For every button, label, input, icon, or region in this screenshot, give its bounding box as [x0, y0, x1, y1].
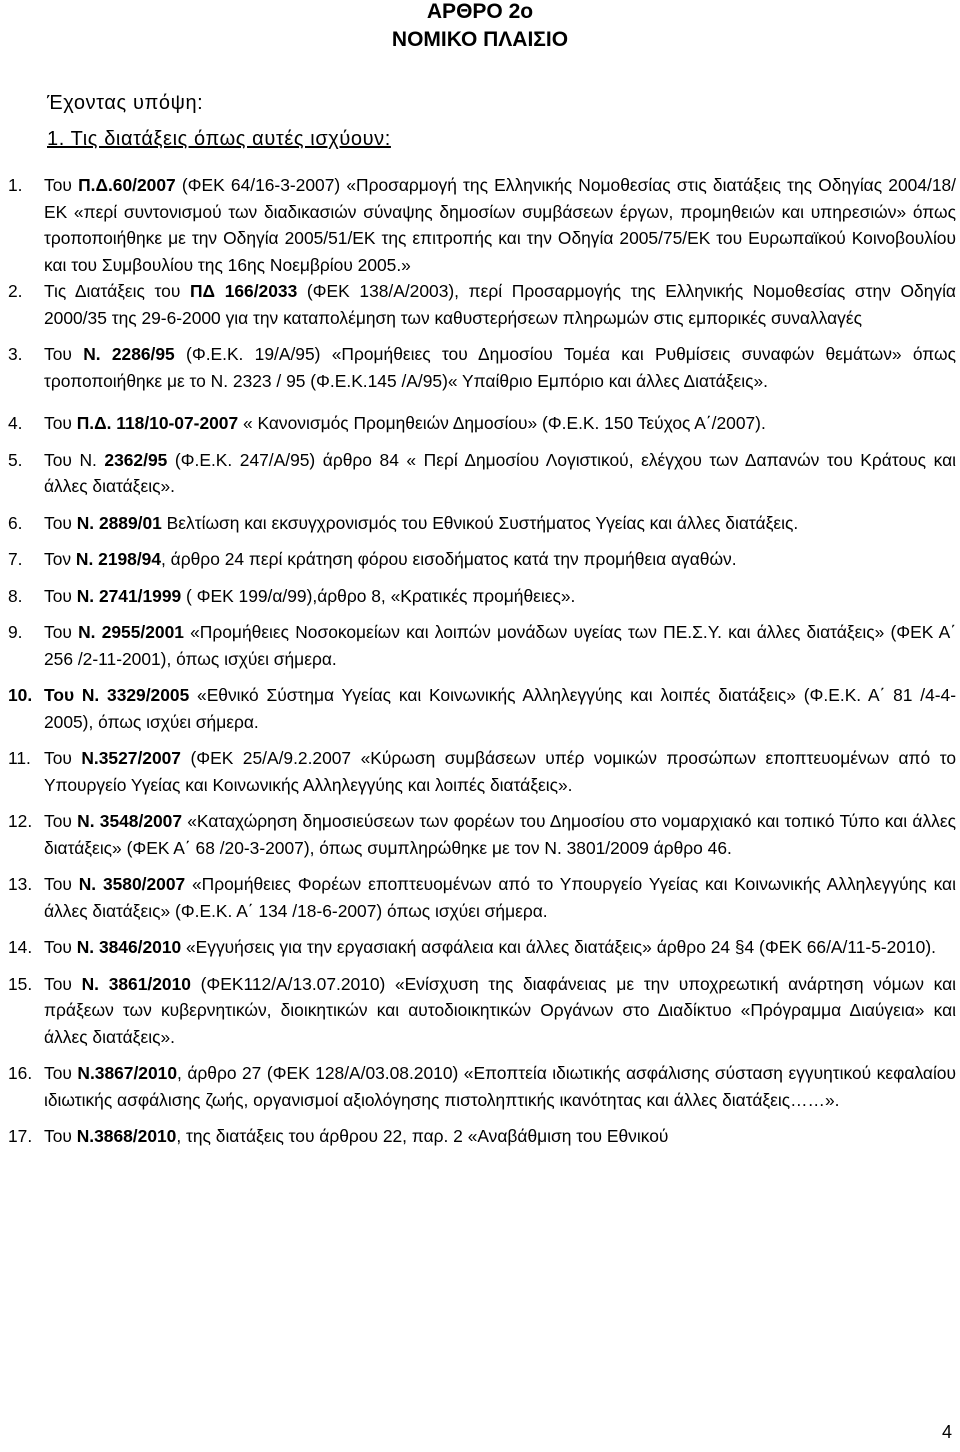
item-number: 7. — [8, 549, 23, 569]
intro-line: Έχοντας υπόψη: — [47, 92, 204, 114]
item-number: 8. — [8, 585, 23, 606]
list-item — [8, 341, 956, 394]
item-text: Του Ν. 3329/2005 «Εθνικό Σύστημα Υγείας και Κοινωνικής Αλληλεγγύης και λοιπές διατάξεις» (Φ.Ε.Κ. Α΄ 81 /4-4-2005), όπως ισχύει σήμερα. — [44, 685, 956, 732]
item-number: 16. — [8, 1063, 33, 1083]
item-text: Του Ν. 3846/2010 «Εγγυήσεις για την εργασιακή ασφάλεια και άλλες διατάξεις» άρθρο 24 §4 (ΦΕΚ 66/Α/11-5-2010). — [44, 937, 936, 957]
item-number: 14. — [8, 937, 33, 957]
item-text: Τον Ν. 2198/94, άρθρο 24 περί κράτηση φόρου εισοδήματος κατά την προμήθεια αγαθών. — [44, 549, 737, 569]
item-text: Του Ν.3868/2010, της διατάξεις του άρθρου 22, παρ. 2 «Αναβάθμιση του Εθνικού — [44, 1126, 669, 1146]
list-item — [8, 682, 956, 735]
list-item — [8, 410, 956, 437]
section-title: ΝΟΜΙΚΟ ΠΛΑΙΣΙΟ — [391, 28, 569, 51]
item-number: 11. — [8, 748, 31, 768]
list-item — [8, 971, 956, 1051]
law-reference: Ν. 3861/2010 — [81, 973, 191, 994]
law-reference: Ν. 2889/01 — [76, 512, 162, 533]
item-number: 2. — [8, 281, 23, 301]
intro-subheading: 1. Τις διατάξεις όπως αυτές ισχύουν: — [47, 128, 391, 150]
item-text: Τις Διατάξεις του ΠΔ 166/2033 (ΦΕΚ 138/Α/2003), περί Προσαρμογής της Ελληνικής Νομοθεσίας στην Οδηγία 2000/35 της 29-6-2000 για την καταπολέμηση των καθυστερήσεων πληρωμών στις εμπορικές συναλλαγές — [44, 281, 956, 328]
list-item — [8, 871, 956, 924]
page-number: 4 — [941, 1422, 952, 1442]
law-reference: Ν. 2955/2001 — [78, 622, 184, 642]
item-text: Του Ν. 3548/2007 «Καταχώρηση δημοσιεύσεων των φορέων του Δημοσίου στο νομαρχιακό και τοπικό Τύπο και άλλες διατάξεις» (ΦΕΚ Α΄ 68 /20-3-2007), όπως συμπληρώθηκε με τον Ν. 3801/2009 άρθρο 46. — [44, 811, 957, 858]
law-reference: Ν. 2741/1999 — [76, 585, 182, 606]
list-item — [8, 278, 956, 331]
law-reference: ΠΔ 166/2033 — [190, 281, 298, 301]
list-item — [8, 808, 956, 861]
item-text: Του Π.Δ.60/2007 (ΦΕΚ 64/16-3-2007) «Προσαρμογή της Ελληνικής Νομοθεσίας στις διατάξεις της Οδηγίας 2004/18/ΕΚ «περί συντονισμού των διαδικασιών σύναψης δημοσίων συμβάσεων έργων, προμηθειών και υπηρεσιών» όπως τροποποιήθηκε με την Οδηγία 2005/51/ΕΚ της επιτροπής και την Οδηγία 2005/75/ΕΚ του Ευρωπαϊκού Κοινοβουλίου και του Συμβουλίου της 16ης Νοεμβρίου 2005.» — [44, 175, 956, 275]
item-text: Του Ν. 2955/2001 «Προμήθειες Νοσοκομείων και λοιπών μονάδων υγείας των ΠΕ.Σ.Υ. και άλλες διατάξεις» (ΦΕΚ Α΄ 256 /2-11-2001), όπως ισχύει σήμερα. — [44, 622, 956, 669]
item-number: 4. — [8, 413, 23, 433]
list-item — [8, 447, 956, 500]
list-item — [8, 583, 956, 610]
item-text: Του Π.Δ. 118/10-07-2007 « Κανονισμός Προμηθειών Δημοσίου» (Φ.Ε.Κ. 150 Τεύχος Α΄/2007). — [44, 413, 766, 433]
item-number: 10. — [8, 685, 33, 705]
item-number: 5. — [8, 449, 23, 470]
article-title: ΑΡΘΡΟ 2ο — [426, 0, 534, 23]
item-text: Του Ν. 3580/2007 «Προμήθειες Φορέων εποπτευομένων από το Υπουργείο Υγείας και Κοινωνικής Αλληλεγγύης και άλλες διατάξεις» (Φ.Ε.Κ. Α΄ 134 /18-6-2007) όπως ισχύει σήμερα. — [44, 874, 956, 921]
item-text: Του Ν. 2889/01 Βελτίωση και εκσυγχρονισμός του Εθνικού Συστήματος Υγείας και άλλες διατάξεις. — [44, 512, 799, 533]
item-text: Του Ν. 2286/95 (Φ.Ε.Κ. 19/Α/95) «Προμήθειες του Δημοσίου Τομέα και Ρυθμίσεις συναφών θεμάτων» όπως τροποποιήθηκε με το Ν. 2323 / 95 (Φ.Ε.Κ.145 /Α/95)« Υπαίθριο Εμπόριο και άλλες Διατάξεις». — [44, 344, 956, 391]
law-reference: Ν. 3846/2010 — [76, 937, 182, 957]
list-item — [8, 619, 956, 672]
law-reference: Ν. 3548/2007 — [77, 811, 183, 831]
item-number: 13. — [8, 874, 33, 894]
law-reference: Ν. 3580/2007 — [78, 874, 186, 894]
law-reference: Ν.3867/2010 — [77, 1063, 177, 1083]
law-reference: Του Ν. 3329/2005 — [44, 685, 190, 705]
list-item — [8, 172, 956, 278]
item-text: Του Ν.3527/2007 (ΦΕΚ 25/Α/9.2.2007 «Κύρωση συμβάσεων υπέρ νομικών προσώπων εποπτευομένων από το Υπουργείο Υγείας και Κοινωνικής Αλληλεγγύης και λοιπές διατάξεις». — [44, 748, 956, 795]
item-number: 1. — [8, 175, 23, 195]
item-number: 6. — [8, 512, 23, 533]
item-text: Του Ν. 2741/1999 ( ΦΕΚ 199/α/99),άρθρο 8, «Κρατικές προμήθειες». — [44, 585, 576, 606]
legal-framework-list — [8, 172, 956, 1150]
item-number: 3. — [8, 344, 23, 364]
list-item — [8, 510, 956, 537]
list-item — [8, 934, 956, 961]
law-reference: Π.Δ. 118/10-07-2007 — [76, 413, 239, 433]
law-reference: Ν. 2286/95 — [83, 344, 175, 364]
item-text: Του Ν. 2362/95 (Φ.Ε.Κ. 247/Α/95) άρθρο 84 « Περί Δημοσίου Λογιστικού, ελέγχου των Δαπανών του Κράτους και άλλες διατάξεις». — [44, 449, 956, 496]
law-reference: Π.Δ.60/2007 — [78, 175, 176, 195]
item-text: Του Ν.3867/2010, άρθρο 27 (ΦΕΚ 128/Α/03.08.2010) «Εποπτεία ιδιωτικής ασφάλισης σύσταση εγγυητικού κεφαλαίου ιδιωτικής ασφάλισης ζωής, οργανισμοί αξιολόγησης πιστοληπτικής ικανότητας και άλλες διατάξεις……». — [44, 1063, 956, 1110]
law-reference: Ν.3527/2007 — [81, 748, 181, 768]
list-item — [8, 1060, 956, 1113]
item-text: Του Ν. 3861/2010 (ΦΕΚ112/Α/13.07.2010) «Ενίσχυση της διαφάνειας με την υποχρεωτική ανάρτηση νόμων και πράξεων των κυβερνητικών, διοικητικών και αυτοδιοικητικών Οργάνων στο Διαδίκτυο «Πρόγραμμα Διαύγεια» και άλλες διατάξεις». — [44, 973, 957, 1047]
item-number: 12. — [8, 811, 33, 831]
item-number: 9. — [8, 622, 23, 642]
law-reference: Ν. 2198/94 — [75, 549, 162, 569]
list-item — [8, 546, 956, 573]
item-number: 17. — [8, 1126, 33, 1146]
law-reference: Ν.3868/2010 — [76, 1126, 177, 1146]
law-reference: 2362/95 — [104, 449, 168, 470]
list-item — [8, 1123, 956, 1150]
list-item — [8, 745, 956, 798]
item-number: 15. — [8, 973, 33, 994]
